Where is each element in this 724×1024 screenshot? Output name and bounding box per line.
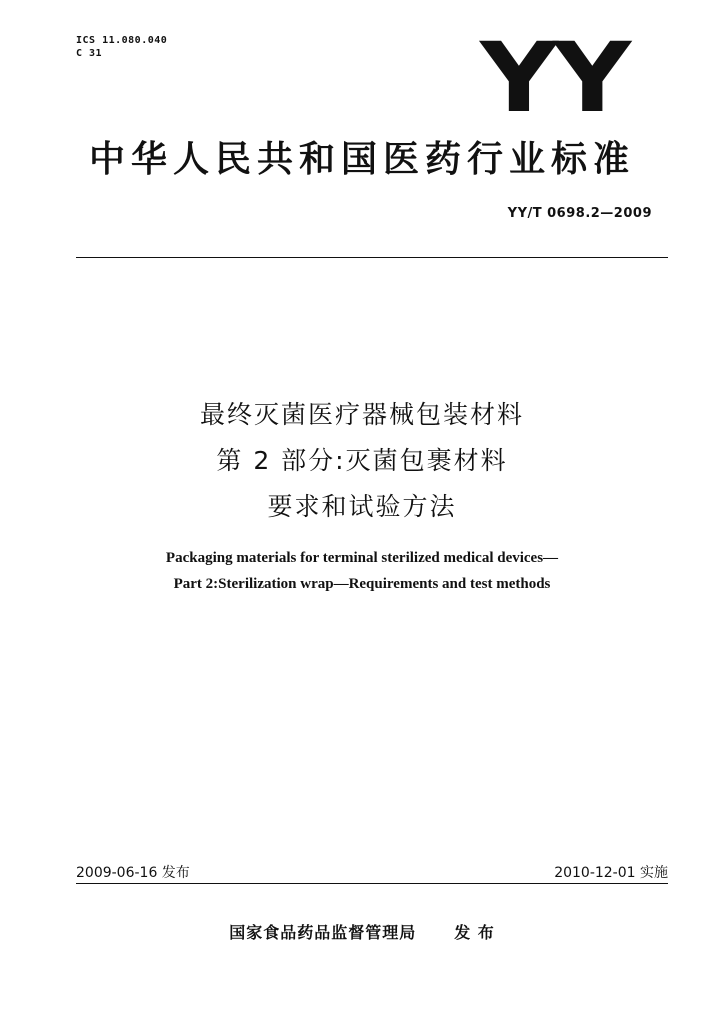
ics-code: ICS 11.080.040 — [76, 35, 168, 46]
footer-divider — [76, 883, 668, 884]
issue-action: 发 布 — [454, 923, 495, 942]
english-title-line-2: Part 2:Sterilization wrap—Requirements and test methods — [173, 576, 551, 592]
english-title — [0, 545, 724, 597]
classification-codes — [76, 34, 167, 60]
chinese-title — [0, 392, 724, 530]
release-date: 2009-06-16 发布 — [76, 865, 190, 881]
chinese-title-line-1: 最终灭菌医疗器械包装材料 — [199, 400, 524, 429]
header-divider — [76, 257, 668, 258]
standard-authority-title: 中华人民共和国医药行业标准 — [88, 139, 635, 180]
english-title-line-1: Packaging materials for terminal sterilized medical devices— — [165, 550, 559, 566]
chinese-title-line-3: 要求和试验方法 — [267, 492, 457, 521]
ccs-code: C 31 — [76, 48, 103, 59]
yy-logo: YY — [480, 22, 627, 134]
chinese-title-line-2: 第 2 部分:灭菌包裹材料 — [216, 446, 508, 475]
issuer-line — [0, 920, 724, 943]
implementation-date: 2010-12-01 实施 — [554, 865, 668, 881]
issuer-name: 国家食品药品监督管理局 — [229, 923, 417, 942]
standard-number: YY/T 0698.2—2009 — [507, 206, 652, 221]
